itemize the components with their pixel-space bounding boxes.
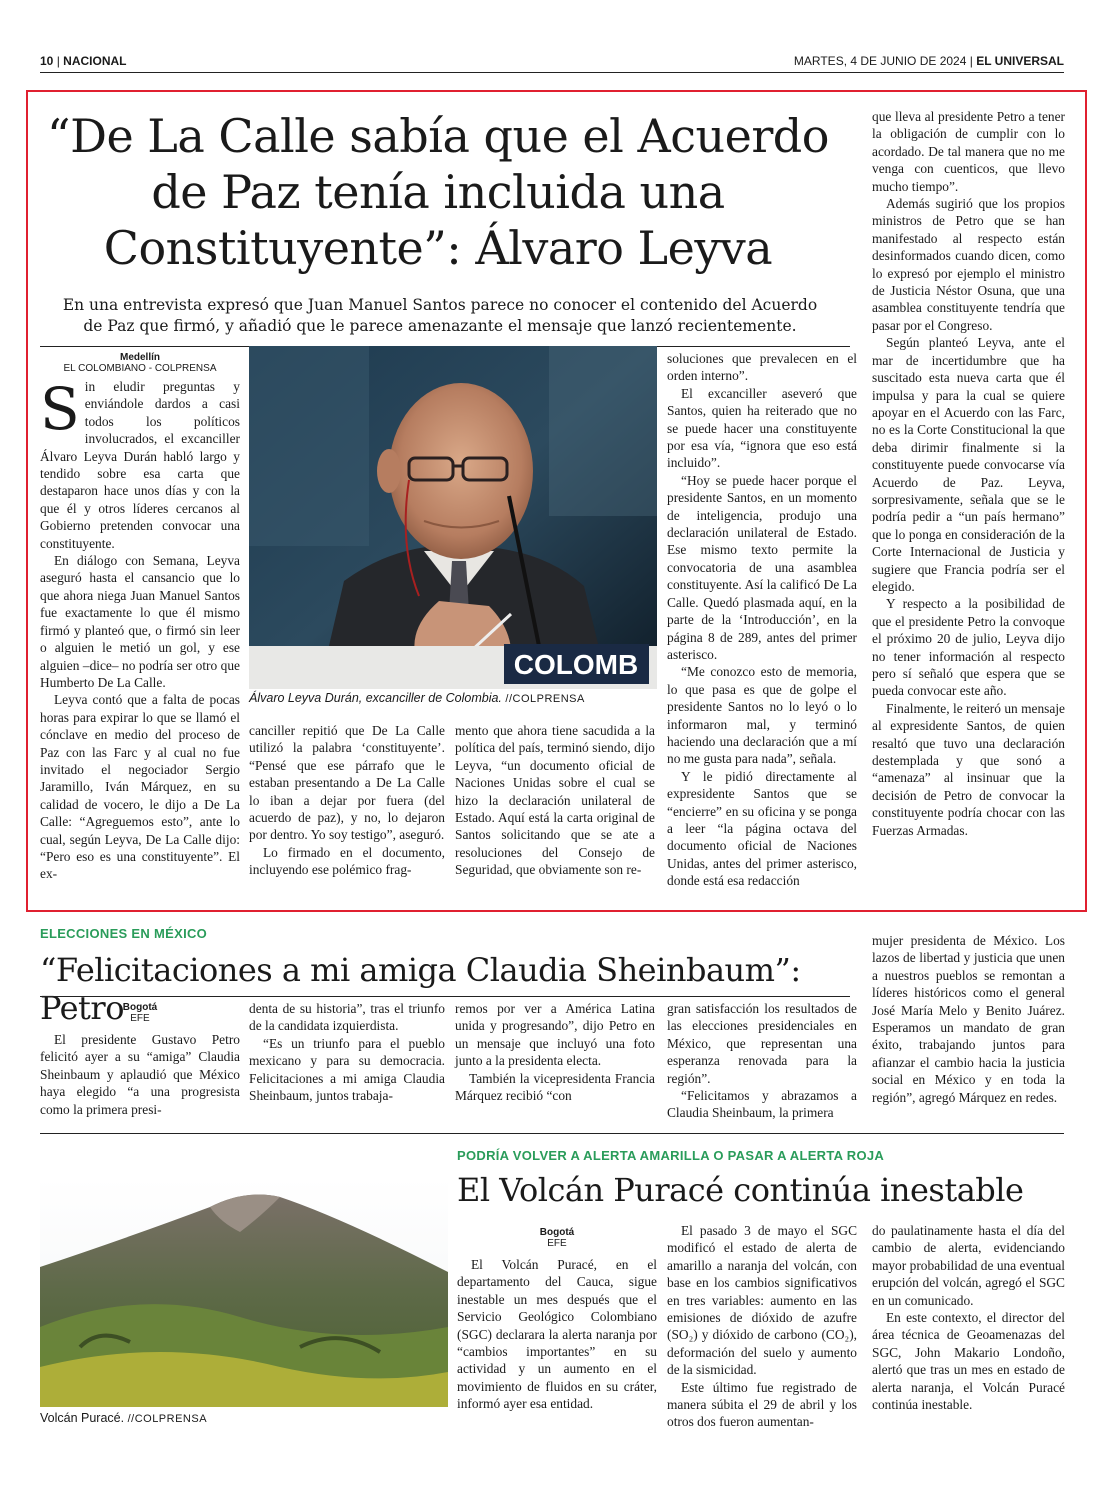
- page-header: 10 | NACIONAL MARTES, 4 DE JUNIO DE 2024 | EL UNIVERSAL: [40, 54, 1064, 68]
- paragraph: El Volcán Puracé, en el departamento del Cauca, sigue inestable un mes después que el Servicio Geológico Colombiano (SGC) declarara la alerta naranja por “cambios importantes” en su actividad y un aumento en el movimiento de fluidos en su cráter, informó ayer esa entidad.: [457, 1257, 657, 1412]
- name-plaque: COLOMB: [513, 649, 639, 680]
- paragraph: Y le pidió directamente al expresidente Santos que se “encierre” en su oficina y se ponga a leer “la página octava del documento oficial de Naciones Unidas, antes del primer asterisco, donde está esa redacción: [667, 768, 857, 889]
- paragraph: mujer presidenta de México. Los lazos de libertad y justicia que unen a nuestros pueblos se remontan a líderes históricos como el general José María Melo y Benito Juárez. Esperamos un mandato de gran éxito, trabajando juntos para afianzar el cambio hacia la justicia social en México y en toda la región”, agregó Márquez en redes.: [872, 933, 1065, 1105]
- paragraph: que lleva al presidente Petro a tener la obligación de cumplir con lo acordado. De tal manera que no me venga con cuenticos, que llevo mucho tiempo”.: [872, 109, 1065, 194]
- paragraph: El pasado 3 de mayo el SGC modificó el estado de alerta de amarillo a naranja del volcán, con base en los cambios significativos en tres variables: aumento en las emisiones de dióxido de azufre (SO₂) y dióxido de carbono (CO₂), deformación del suelo y aumento de la sismicidad.: [667, 1223, 857, 1378]
- volcano-image: [40, 1177, 448, 1407]
- paragraph: mento que ahora tiene sacudida a la política del país, terminó siendo, dijo Leyva, “un documento oficial de Naciones Unidas sobre el cual se hizo la declaración unilateral de Estado. Aquí está la carta original de Santos solicitando que se ate a resoluciones del Consejo de Seguridad, que obviamente son re-: [455, 723, 655, 878]
- article3-section-label: PODRÍA VOLVER A ALERTA AMARILLA O PASAR A ALERTA ROJA: [457, 1148, 885, 1163]
- paragraph: canciller repitió que De La Calle utilizó la palabra ‘constituyente’. “Pensé que ese párrafo que le estaban presentando a De La Calle lo iban a dejar por fuera (del acuerdo de paz), y no, lo dejaron por dentro. Yo soy testigo”, aseguró.: [249, 723, 445, 843]
- paragraph: Finalmente, le reiteró un mensaje al expresidente Santos, de quien resaltó que tuvo una declaración destemplada y que sonó a “amenaza” al insinuar que la decisión de Petro de convocar la constituyente podría chocar con las Fuerzas Armadas.: [872, 700, 1065, 838]
- paragraph: También la vicepresidenta Francia Márquez recibió “con: [455, 1070, 655, 1104]
- article2-rule: [40, 996, 850, 997]
- paragraph: Además sugirió que los propios ministros de Petro que se han manifestado al respecto están desinformados cuando dicen, como lo expresó por ejemplo el ministro de Justicia Néstor Osuna, que una asamblea constituyente tendría que pasar por el Congreso.: [872, 196, 1065, 333]
- volcano-photo: [40, 1177, 448, 1407]
- volcano-credit: //COLPRENSA: [127, 1413, 208, 1425]
- paragraph: “Es un triunfo para el pueblo mexicano y para su democracia. Felicitaciones a mi amiga Claudia Sheinbaum, juntos trabaja-: [249, 1035, 445, 1104]
- paragraph: En diálogo con Semana, Leyva aseguró hasta el cansancio que lo que ahora niega Juan Manuel Santos fue exactamente lo que él mismo firmó y planteó que, o firmó sin leer o alguien le metió un gol, y ese alguien –dice– no podría ser otro que Humberto De La Calle.: [40, 553, 240, 690]
- article1-deck: En una entrevista expresó que Juan Manuel Santos parece no conocer el contenido del Acuerdo de Paz que firmó, y añadió que le parece amenazante el mensaje que lanzó recientemente.: [62, 296, 818, 335]
- volcano-caption: Volcán Puracé. //COLPRENSA: [40, 1411, 208, 1425]
- article2-section-label: ELECCIONES EN MÉXICO: [40, 926, 208, 941]
- paragraph: in eludir preguntas y enviándole dardos a casi todos los políticos involucrados, el excanciller Álvaro Leyva Durán habló largo y tendido sobre esa carta que destaparon hace unos días y con la que él y otros líderes cercanos al Gobierno pretenden convocar una constituyente.: [40, 379, 240, 551]
- byline-city: Medellín: [119, 352, 160, 363]
- dropcap: S: [40, 375, 80, 443]
- article1-column-1: [40, 375, 240, 883]
- paragraph: “Hoy se puede hacer porque el presidente Santos, en un momento de inteligencia, produjo una declaración unilateral de Estado. Ese mismo texto permite la convocatoria de una asamblea constituyente. Así la calificó De La Calle. Quedó plasmada aquí, en la parte de la ‘Introducción’, en la página 8 de 289, antes del primer asterisco.: [667, 472, 857, 662]
- paragraph: “Felicitamos y abrazamos a Claudia Sheinbaum, la primera: [667, 1088, 857, 1121]
- header-rule: [40, 72, 1064, 73]
- paragraph: Lo firmado en el documento, incluyendo ese polémico frag-: [249, 844, 445, 878]
- paragraph: “Me conozco esto de memoria, lo que pasa es que de golpe el presidente Santos no lo leyó o lo informaron mal, y terminó haciendo una declaración que a mí no me gusta para nada”, señala.: [667, 664, 857, 767]
- paragraph: Leyva contó que a falta de pocas horas para expirar lo que se llamó el cónclave en medio del proceso de Paz con las Farc y al cual no fue invitado el negociador Sergio Jaramillo, Iván Márquez, en su calidad de vocero, le dijo a De La Calle: “Agreguemos esto”, ante lo cual, según Leyva, De La Calle dijo: “Pero eso es una constituyente”. El ex-: [40, 692, 240, 882]
- paragraph: remos por ver a América Latina unida y progresando”, dijo Petro en un mensaje que incluyó una foto junto a la presidenta electa.: [455, 1001, 655, 1069]
- article3-column-2: [667, 1222, 857, 1431]
- article3-byline: Bogotá EFE: [539, 1227, 575, 1249]
- paragraph: soluciones que prevalecen en el orden interno”.: [667, 351, 857, 384]
- section-name: NACIONAL: [63, 54, 127, 68]
- article2-column-3: [455, 1000, 655, 1104]
- article1-headline: “De La Calle sabía que el Acuerdo de Paz tenía incluida una Constituyente”: Álvaro Leyva: [47, 109, 829, 275]
- page-number: 10: [40, 54, 54, 68]
- article1-column-4: [667, 350, 857, 890]
- article-separator-rule: [40, 1133, 1064, 1134]
- article3-column-3: [872, 1222, 1065, 1413]
- paragraph: El presidente Gustavo Petro felicitó ayer a su “amiga” Claudia Sheinbaum y aplaudió que México haya elegido “a una progresista como la primera presi-: [40, 1032, 240, 1117]
- article2-byline: Bogotá EFE: [122, 1002, 158, 1024]
- paragraph: denta de su historia”, tras el triunfo de la candidata izquierdista.: [249, 1001, 445, 1034]
- article2-column-2: [249, 1000, 445, 1104]
- portrait-image: [249, 346, 657, 689]
- article1-byline: [40, 352, 240, 374]
- article1-column-2: [249, 722, 445, 879]
- paragraph: Este último fue registrado de manera súbita el 29 de abril y los otros dos fueron aumentan-: [667, 1379, 857, 1430]
- paragraph: Y respecto a la posibilidad de que el presidente Petro la convoque el próximo 20 de julio, Leyva dijo no tener información al respecto pero sí señaló que espera que se pueda convocar este año.: [872, 596, 1065, 699]
- article3-column-1: [457, 1256, 657, 1413]
- paragraph: Según planteó Leyva, ante el mar de incertidumbre que ha suscitado esta nueva carta que él impulsa y para la cual se quiere apoyar en el Acuerdo con las Farc, no es la Corte Constitucional la que deba dirimir finalmente si la constituyente puede convocarse vía Acuerdo de Paz. Leyva, sorpresivamente, señala que se le podría pedir a “un país hermano” que lo ponga en consideración de la Corte Internacional de Justicia y sugiere que Francia podría ser el elegido.: [872, 335, 1065, 594]
- issue-date: MARTES, 4 DE JUNIO DE 2024: [793, 54, 967, 68]
- article1-column-3: [455, 722, 655, 879]
- article2-column-1: [40, 1031, 240, 1118]
- paragraph: do paulatinamente hasta el día del cambio de alerta, evidenciando mayor probabilidad de una eventual erupción del volcán, agregó el SGC en un comunicado.: [872, 1223, 1065, 1308]
- photo-caption: Álvaro Leyva Durán, excanciller de Colombia. //COLPRENSA: [249, 691, 585, 705]
- photo-credit: //COLPRENSA: [505, 693, 585, 705]
- article1-column-5: [872, 108, 1065, 839]
- article2-column-4: [667, 1000, 857, 1122]
- paragraph: El excanciller aseveró que Santos, quien ha reiterado que no se puede hacer una constituyente por esa vía, “ignora que eso está incluido”.: [667, 385, 857, 471]
- byline-agency: EL COLOMBIANO - COLPRENSA: [63, 363, 217, 374]
- article2-column-5: [872, 932, 1065, 1106]
- article3-headline: El Volcán Puracé continúa inestable: [457, 1171, 1024, 1209]
- article2-headline: “Felicitaciones a mi amiga Claudia Sheinbaum”: Petro: [40, 951, 801, 1027]
- newspaper-name: EL UNIVERSAL: [976, 54, 1064, 68]
- paragraph: gran satisfacción los resultados de las elecciones presidenciales en México, que representan una esperanza renovada para la región”.: [667, 1001, 857, 1086]
- paragraph: En este contexto, el director del área técnica de Geoamenazas del SGC, John Makario Londoño, alertó que tras un mes en estado de alerta naranja, el Volcán Puracé continúa inestable.: [872, 1310, 1065, 1413]
- leyva-photo: [249, 346, 657, 689]
